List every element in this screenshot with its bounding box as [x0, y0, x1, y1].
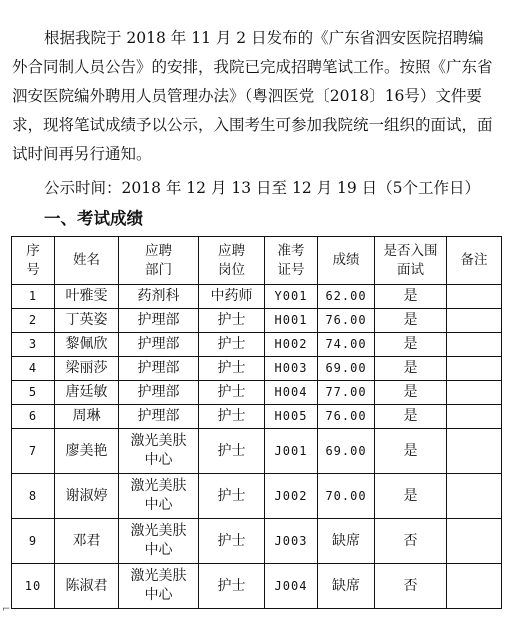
- header-score: 成绩: [318, 237, 375, 285]
- cell-score: 缺席: [318, 519, 375, 564]
- cell-post: 护士: [199, 564, 265, 609]
- header-seq: [12, 237, 55, 285]
- cell-dept: 护理部: [119, 381, 199, 405]
- cell-dept: 激光美肤中心: [119, 564, 199, 609]
- cell-ticket: J001: [265, 429, 318, 474]
- cell-seq: 7: [12, 429, 55, 474]
- table-row: [12, 519, 502, 564]
- cell-post: 护士: [199, 474, 265, 519]
- cell-shortlisted: 是: [375, 474, 447, 519]
- table-row: [12, 285, 502, 309]
- cell-ticket: H001: [265, 309, 318, 333]
- cell-dept: 护理部: [119, 333, 199, 357]
- cell-post: 护士: [199, 519, 265, 564]
- cell-post: 护士: [199, 357, 265, 381]
- cell-ticket: J004: [265, 564, 318, 609]
- cell-dept: 激光美肤中心: [119, 429, 199, 474]
- cell-shortlisted: 是: [375, 381, 447, 405]
- cell-ticket: H002: [265, 333, 318, 357]
- cell-ticket: H003: [265, 357, 318, 381]
- cell-score: 74.00: [318, 333, 375, 357]
- cell-dept: 激光美肤中心: [119, 474, 199, 519]
- header-seq-label: 序号: [26, 242, 40, 278]
- cell-name: 周琳: [55, 405, 119, 429]
- cell-name: 谢淑婷: [55, 474, 119, 519]
- cell-dept: 护理部: [119, 405, 199, 429]
- cell-score: 69.00: [318, 357, 375, 381]
- cell-post: 护士: [199, 309, 265, 333]
- page-corner-mark: ⌐: [2, 604, 11, 615]
- cell-shortlisted: 是: [375, 333, 447, 357]
- table-row: [12, 333, 502, 357]
- cell-score: 76.00: [318, 405, 375, 429]
- cell-post: 护士: [199, 333, 265, 357]
- header-post: [199, 237, 265, 285]
- cell-post: 护士: [199, 381, 265, 405]
- cell-remarks: [447, 474, 502, 519]
- cell-remarks: [447, 357, 502, 381]
- score-table: [11, 236, 502, 609]
- table-row: [12, 381, 502, 405]
- intro-paragraph: 根据我院于 2018 年 11 月 2 日发布的《广东省泗安医院招聘编外合同制人员公告》的安排，我院已完成招聘笔试工作。按照《广东省泗安医院编外聘用人员管理办法》（粤泗医党〔2018〕16号）文件要求，现将笔试成绩予以公示，入围考生可参加我院统一组织的面试，面试时间再另行通知。: [12, 29, 493, 163]
- cell-score: 69.00: [318, 429, 375, 474]
- table-row: [12, 429, 502, 474]
- section-heading: 一、考试成绩: [44, 209, 143, 228]
- cell-name: 唐廷敏: [55, 381, 119, 405]
- table-row: [12, 357, 502, 381]
- table-row: [12, 474, 502, 519]
- cell-seq: 8: [12, 474, 55, 519]
- cell-shortlisted: 是: [375, 429, 447, 474]
- cell-remarks: [447, 333, 502, 357]
- cell-post: 中药师: [199, 285, 265, 309]
- cell-name: 陈淑君: [55, 564, 119, 609]
- cell-shortlisted: 是: [375, 309, 447, 333]
- cell-name: 丁英姿: [55, 309, 119, 333]
- cell-name: 廖美艳: [55, 429, 119, 474]
- cell-post: 护士: [199, 429, 265, 474]
- header-remarks: 备注: [447, 237, 502, 285]
- cell-ticket: J003: [265, 519, 318, 564]
- cell-name: 邓君: [55, 519, 119, 564]
- cell-ticket: J002: [265, 474, 318, 519]
- header-dept: [119, 237, 199, 285]
- header-shortlisted-label: 是否入围面试: [383, 242, 438, 278]
- header-ticket: [265, 237, 318, 285]
- header-name: 姓名: [55, 237, 119, 285]
- cell-ticket: Y001: [265, 285, 318, 309]
- cell-seq: 10: [12, 564, 55, 609]
- cell-remarks: [447, 309, 502, 333]
- cell-seq: 2: [12, 309, 55, 333]
- table-header-row: [12, 237, 502, 285]
- cell-remarks: [447, 564, 502, 609]
- header-shortlisted: [375, 237, 447, 285]
- cell-name: 叶雅雯: [55, 285, 119, 309]
- cell-remarks: [447, 519, 502, 564]
- cell-dept: 护理部: [119, 357, 199, 381]
- cell-name: 梁丽莎: [55, 357, 119, 381]
- cell-score: 62.00: [318, 285, 375, 309]
- cell-name: 黎佩欣: [55, 333, 119, 357]
- cell-shortlisted: 否: [375, 519, 447, 564]
- cell-remarks: [447, 285, 502, 309]
- cell-seq: 5: [12, 381, 55, 405]
- cell-score: 76.00: [318, 309, 375, 333]
- header-ticket-label: 准考证号: [277, 242, 305, 278]
- cell-seq: 1: [12, 285, 55, 309]
- cell-seq: 9: [12, 519, 55, 564]
- cell-dept: 药剂科: [119, 285, 199, 309]
- cell-seq: 6: [12, 405, 55, 429]
- cell-seq: 3: [12, 333, 55, 357]
- table-row: [12, 564, 502, 609]
- header-dept-label: 应聘部门: [145, 242, 172, 278]
- cell-ticket: H004: [265, 381, 318, 405]
- cell-seq: 4: [12, 357, 55, 381]
- cell-ticket: H005: [265, 405, 318, 429]
- cell-score: 缺席: [318, 564, 375, 609]
- cell-remarks: [447, 429, 502, 474]
- cell-shortlisted: 是: [375, 285, 447, 309]
- table-row: [12, 405, 502, 429]
- cell-shortlisted: 否: [375, 564, 447, 609]
- cell-remarks: [447, 405, 502, 429]
- cell-post: 护士: [199, 405, 265, 429]
- cell-dept: 护理部: [119, 309, 199, 333]
- table-row: [12, 309, 502, 333]
- cell-dept: 激光美肤中心: [119, 519, 199, 564]
- cell-shortlisted: 是: [375, 357, 447, 381]
- cell-score: 70.00: [318, 474, 375, 519]
- cell-shortlisted: 是: [375, 405, 447, 429]
- cell-remarks: [447, 381, 502, 405]
- header-post-label: 应聘岗位: [218, 242, 245, 278]
- cell-score: 77.00: [318, 381, 375, 405]
- notice-period: 公示时间：2018 年 12 月 13 日至 12 月 19 日（5个工作日）: [44, 179, 481, 197]
